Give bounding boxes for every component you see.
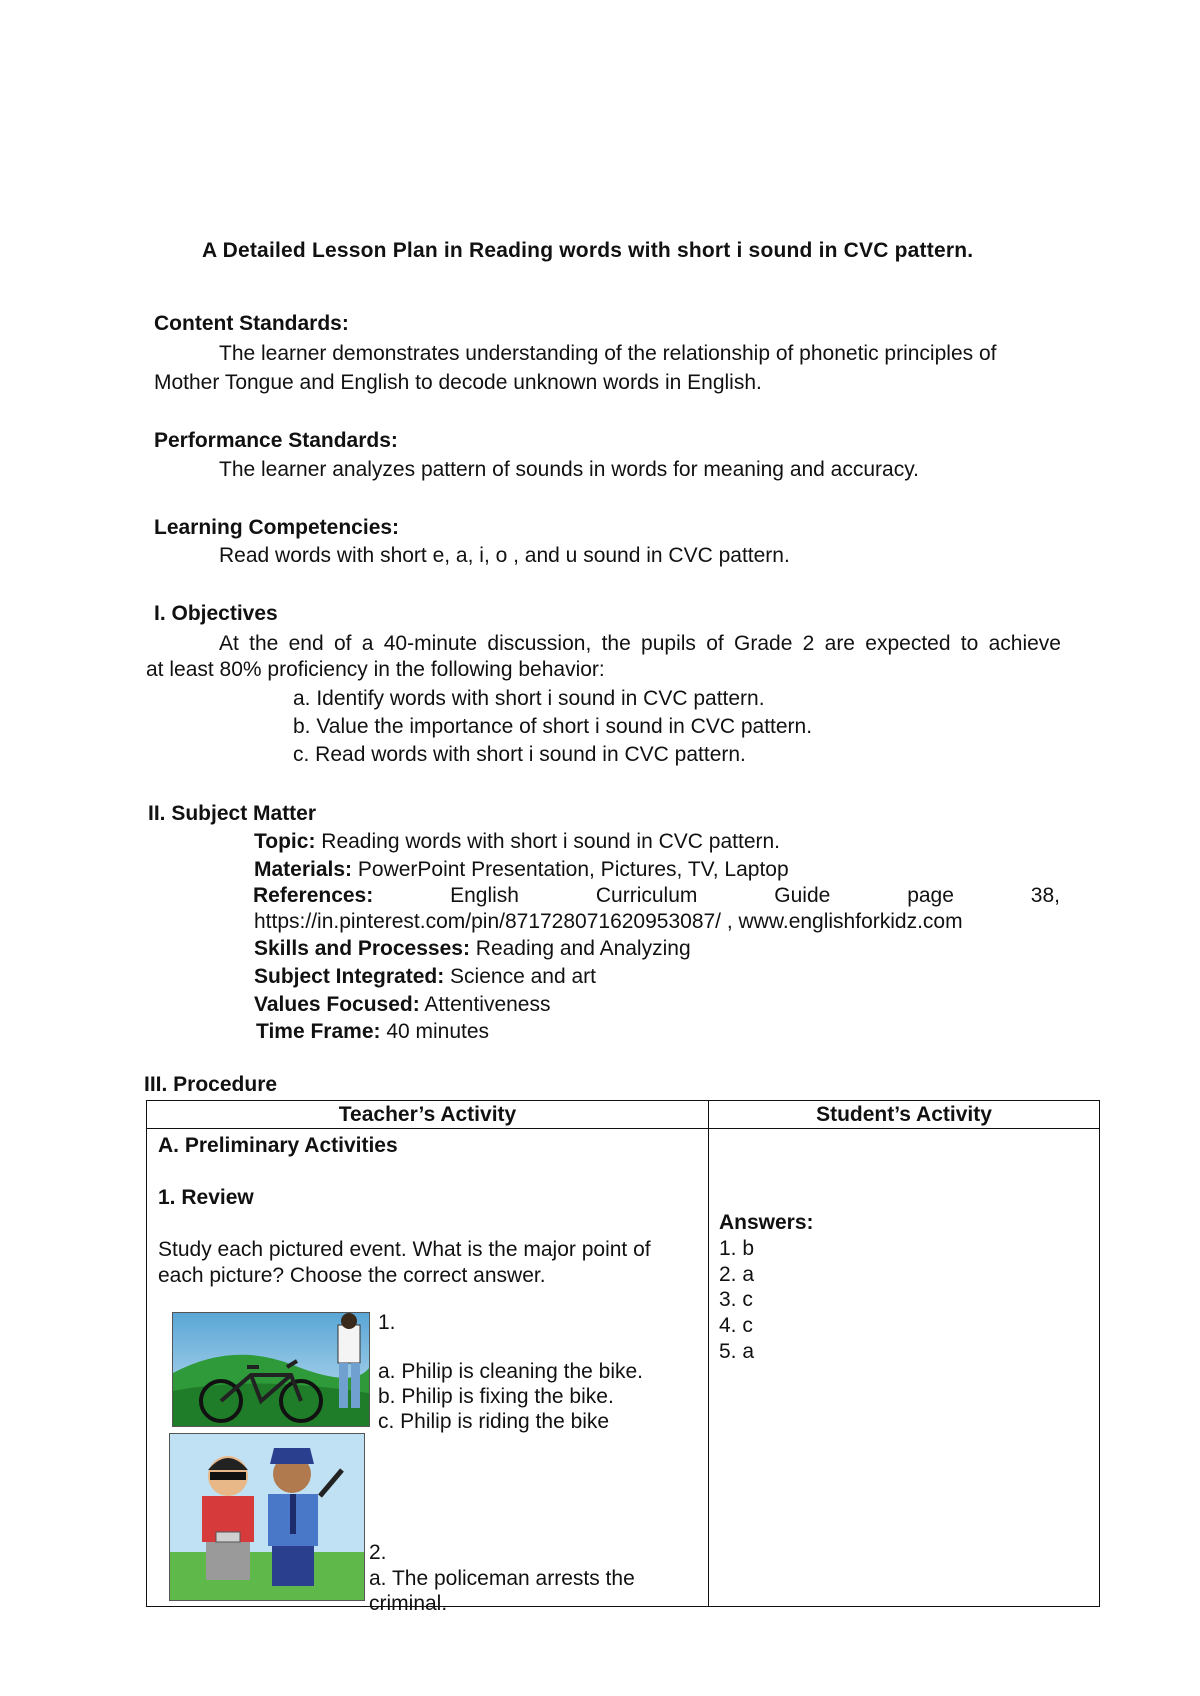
preliminary-activities-heading: A. Preliminary Activities xyxy=(158,1134,398,1158)
procedure-heading: III. Procedure xyxy=(144,1073,278,1096)
content-standards-text: The learner demonstrates understanding of the relationship of phonetic principles of xyxy=(219,342,997,365)
skills-value: Reading and Analyzing xyxy=(469,937,691,960)
skills-line xyxy=(254,935,691,962)
objective-item-c: c. Read words with short i sound in CVC pattern. xyxy=(293,743,746,766)
subject-matter-heading: II. Subject Matter xyxy=(148,802,317,825)
review-heading: 1. Review xyxy=(158,1186,254,1210)
teacher-activity-header: Teacher’s Activity xyxy=(147,1101,709,1129)
review-instruction: Study each pictured event. What is the major point of xyxy=(158,1238,651,1262)
question-2-number: 2. xyxy=(369,1541,387,1565)
teacher-activity-cell xyxy=(147,1129,709,1616)
subject-integrated-line xyxy=(254,963,596,990)
answers-heading: Answers: xyxy=(719,1211,814,1235)
topic-label: Topic: xyxy=(254,830,316,853)
policeman-picture xyxy=(169,1433,365,1601)
subject-integrated-label: Subject Integrated: xyxy=(254,965,445,988)
bike-picture xyxy=(172,1312,370,1427)
question-1-number: 1. xyxy=(378,1311,396,1335)
references-line xyxy=(253,882,1060,909)
references-urls: https://in.pinterest.com/pin/871728071620953087/ , www.englishforkidz.com xyxy=(254,910,963,933)
materials-line xyxy=(254,856,789,883)
time-frame-label: Time Frame: xyxy=(256,1020,381,1043)
references-word: Guide xyxy=(774,884,831,907)
references-word: English xyxy=(450,884,519,907)
question-2-choice-a-cont: criminal. xyxy=(369,1592,448,1616)
page-title: A Detailed Lesson Plan in Reading words with short i sound in CVC pattern. xyxy=(202,239,974,262)
content-standards-heading: Content Standards: xyxy=(154,312,349,335)
review-instruction-cont: each picture? Choose the correct answer. xyxy=(158,1264,546,1288)
materials-value: PowerPoint Presentation, Pictures, TV, Laptop xyxy=(352,858,789,881)
student-activity-header: Student’s Activity xyxy=(709,1101,1100,1129)
procedure-table xyxy=(146,1100,1100,1616)
answer-item: 1. b xyxy=(719,1237,755,1261)
question-1-choice-c: c. Philip is riding the bike xyxy=(378,1410,610,1434)
time-frame-line xyxy=(256,1018,489,1045)
objectives-intro: At the end of a 40-minute discussion, the pupils of Grade 2 are expected to achieve xyxy=(219,632,1061,655)
references-word: Curriculum xyxy=(595,884,698,907)
topic-value: Reading words with short i sound in CVC pattern. xyxy=(315,830,781,853)
question-1-choice-b: b. Philip is fixing the bike. xyxy=(378,1385,614,1409)
answer-item: 2. a xyxy=(719,1263,755,1287)
objectives-intro-cont: at least 80% proficiency in the following behavior: xyxy=(146,658,605,681)
references-word: 38, xyxy=(1030,884,1060,907)
subject-integrated-value: Science and art xyxy=(444,965,596,988)
question-2-choice-a: a. The policeman arrests the xyxy=(369,1567,635,1591)
references-word: page xyxy=(907,884,954,907)
topic-line xyxy=(254,828,780,855)
references-label: References: xyxy=(253,884,374,907)
objectives-heading: I. Objectives xyxy=(154,602,278,625)
performance-standards-text: The learner analyzes pattern of sounds in words for meaning and accuracy. xyxy=(219,458,919,481)
values-focused-line xyxy=(254,991,550,1018)
learning-competencies-heading: Learning Competencies: xyxy=(154,516,400,539)
bike-illustration xyxy=(173,1313,369,1426)
question-1-choice-a: a. Philip is cleaning the bike. xyxy=(378,1360,643,1384)
time-frame-value: 40 minutes xyxy=(380,1020,490,1043)
objective-item-b: b. Value the importance of short i sound in CVC pattern. xyxy=(293,715,813,738)
content-standards-text-cont: Mother Tongue and English to decode unknown words in English. xyxy=(154,371,762,394)
answer-item: 5. a xyxy=(719,1340,755,1364)
values-focused-value: Attentiveness xyxy=(419,993,551,1016)
objective-item-a: a. Identify words with short i sound in CVC pattern. xyxy=(293,687,765,710)
skills-label: Skills and Processes: xyxy=(254,937,470,960)
answer-item: 4. c xyxy=(719,1314,753,1338)
performance-standards-heading: Performance Standards: xyxy=(154,429,398,452)
answer-item: 3. c xyxy=(719,1288,753,1312)
materials-label: Materials: xyxy=(254,858,353,881)
student-activity-cell xyxy=(709,1129,1100,1607)
values-focused-label: Values Focused: xyxy=(254,993,420,1016)
learning-competencies-text: Read words with short e, a, i, o , and u sound in CVC pattern. xyxy=(219,544,790,567)
policeman-illustration xyxy=(170,1434,364,1600)
